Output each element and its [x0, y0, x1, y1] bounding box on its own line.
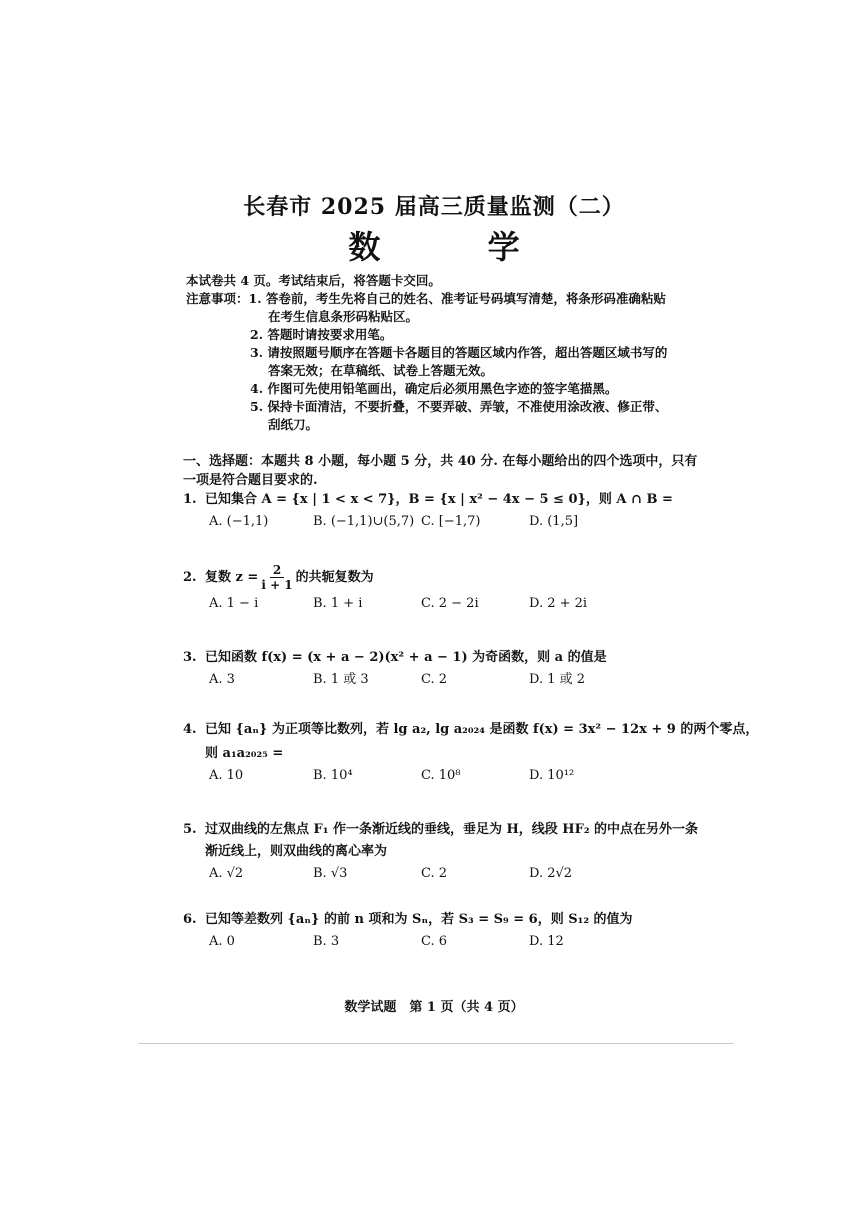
- option-c: C. 6: [421, 934, 448, 949]
- question-stem: 已知 {aₙ} 为正项等比数列，若 lg a₂, lg a₂₀₂₄ 是函数 f(x) = 3x² − 12x + 9 的两个零点，: [205, 722, 759, 737]
- option-c: C. 2: [421, 672, 448, 687]
- option-b: B. 10⁴: [313, 768, 353, 783]
- option-a: A. 10: [209, 768, 244, 783]
- question-stem: 已知函数 f(x) = (x + a − 2)(x² + a − 1) 为奇函数，则 a 的值是: [205, 650, 607, 665]
- page-divider: [138, 1043, 734, 1044]
- option-d: D. 12: [529, 934, 564, 949]
- option-c: C. [−1,7): [421, 514, 481, 529]
- notice-item-1-cont: 在考生信息条形码粘贴区。: [268, 309, 419, 324]
- option-a: A. 3: [209, 672, 235, 687]
- fraction-numerator: 2: [270, 563, 284, 578]
- notice-item-3-cont: 答案无效；在草稿纸、试卷上答题无效。: [268, 363, 494, 378]
- notice-item-5: 5. 保持卡面清洁，不要折叠，不要弄破、弄皱，不准使用涂改液、修正带、: [250, 399, 668, 414]
- option-b: B. 1 + i: [313, 596, 363, 611]
- question-1: 1. 已知集合 A = {x | 1 < x < 7}，B = {x | x² − 4x − 5 ≤ 0}，则 A ∩ B = A. (−1,1) B. (−1,1)∪(5,7) C. [−1,7) D. (1,5]: [183, 490, 673, 532]
- options: [183, 766, 758, 786]
- option-a: A. (−1,1): [209, 514, 269, 529]
- exam-notice: [186, 272, 667, 434]
- fraction-denominator: i + 1: [261, 578, 293, 592]
- option-b: B. √3: [313, 866, 348, 881]
- option-b: B. (−1,1)∪(5,7): [313, 514, 415, 529]
- question-stem-cont: 渐近线上，则双曲线的离心率为: [205, 844, 388, 859]
- exam-title: 长春市 2025 届高三质量监测（二）: [243, 194, 625, 220]
- options: [183, 670, 607, 690]
- options: [183, 512, 673, 532]
- notice-item-1: 注意事项：1. 答卷前，考生先将自己的姓名、准考证号码填写清楚，将条形码准确粘贴: [186, 291, 666, 306]
- question-stem: 已知集合 A = {x | 1 < x < 7}，B = {x | x² − 4x − 5 ≤ 0}，则 A ∩ B =: [205, 492, 673, 507]
- option-c: C. 2: [421, 866, 448, 881]
- notice-item-2: 2. 答题时请按要求用笔。: [250, 327, 393, 342]
- options: [183, 932, 633, 952]
- option-a: A. 1 − i: [209, 596, 259, 611]
- question-2: 2. 复数 z = $\frac{2}{i + 1}$ 的共轭复数为 A. 1 − i B. 1 + i C. 2 − 2i D. 2 + 2i: [183, 563, 374, 614]
- question-stem: 已知等差数列 {aₙ} 的前 n 项和为 Sₙ，若 S₃ = S₉ = 6，则 S₁₂ 的值为: [205, 912, 633, 927]
- notice-item-4: 4. 作图可先使用铅笔画出，确定后必须用黑色字迹的签字笔描黑。: [250, 381, 618, 396]
- question-stem: 过双曲线的左焦点 F₁ 作一条渐近线的垂线，垂足为 H，线段 HF₂ 的中点在另外一条: [205, 822, 699, 837]
- option-a: A. 0: [209, 934, 235, 949]
- question-5: 5. 过双曲线的左焦点 F₁ 作一条渐近线的垂线，垂足为 H，线段 HF₂ 的中点在另外一条 渐近线上，则双曲线的离心率为 A. √2 B. √3 C. 2 D. 2√2: [183, 820, 698, 884]
- question-4: 4. 已知 {aₙ} 为正项等比数列，若 lg a₂, lg a₂₀₂₄ 是函数 f(x) = 3x² − 12x + 9 的两个零点， 则 a₁a₂₀₂₅ = A. 10 B. 10⁴ C. 10⁸ D. 10¹²: [183, 720, 758, 786]
- question-stem-cont: 则 a₁a₂₀₂₅ =: [205, 746, 284, 761]
- notice-item-3: 3. 请按照题号顺序在答题卡各题目的答题区域内作答，超出答题区域书写的: [250, 345, 668, 360]
- option-d: D. 10¹²: [529, 768, 575, 783]
- option-a: A. √2: [209, 866, 244, 881]
- option-b: B. 3: [313, 934, 340, 949]
- option-b: B. 1 或 3: [313, 672, 369, 687]
- option-d: D. 1 或 2: [529, 672, 586, 687]
- fraction: [261, 563, 292, 592]
- notice-item-5-cont: 刮纸刀。: [268, 417, 319, 432]
- section-heading: 一、选择题：本题共 8 小题，每小题 5 分，共 40 分. 在每小题给出的四个选项中，只有 一项是符合题目要求的.: [183, 454, 698, 488]
- notice-line: 本试卷共 4 页。考试结束后，将答题卡交回。: [186, 273, 441, 288]
- notice-label: 注意事项：: [186, 291, 249, 306]
- option-d: D. 2√2: [529, 866, 573, 881]
- question-3: 3. 已知函数 f(x) = (x + a − 2)(x² + a − 1) 为奇函数，则 a 的值是 A. 3 B. 1 或 3 C. 2 D. 1 或 2: [183, 648, 607, 690]
- option-c: C. 10⁸: [421, 768, 461, 783]
- subject-title: 数 学: [348, 228, 568, 266]
- option-d: D. (1,5]: [529, 514, 579, 529]
- question-6: 6. 已知等差数列 {aₙ} 的前 n 项和为 Sₙ，若 S₃ = S₉ = 6，则 S₁₂ 的值为 A. 0 B. 3 C. 6 D. 12: [183, 910, 633, 952]
- page-footer: 数学试题 第 1 页（共 4 页）: [344, 1000, 524, 1015]
- option-d: D. 2 + 2i: [529, 596, 588, 611]
- option-c: C. 2 − 2i: [421, 596, 479, 611]
- options: [183, 864, 698, 884]
- options: [183, 594, 588, 614]
